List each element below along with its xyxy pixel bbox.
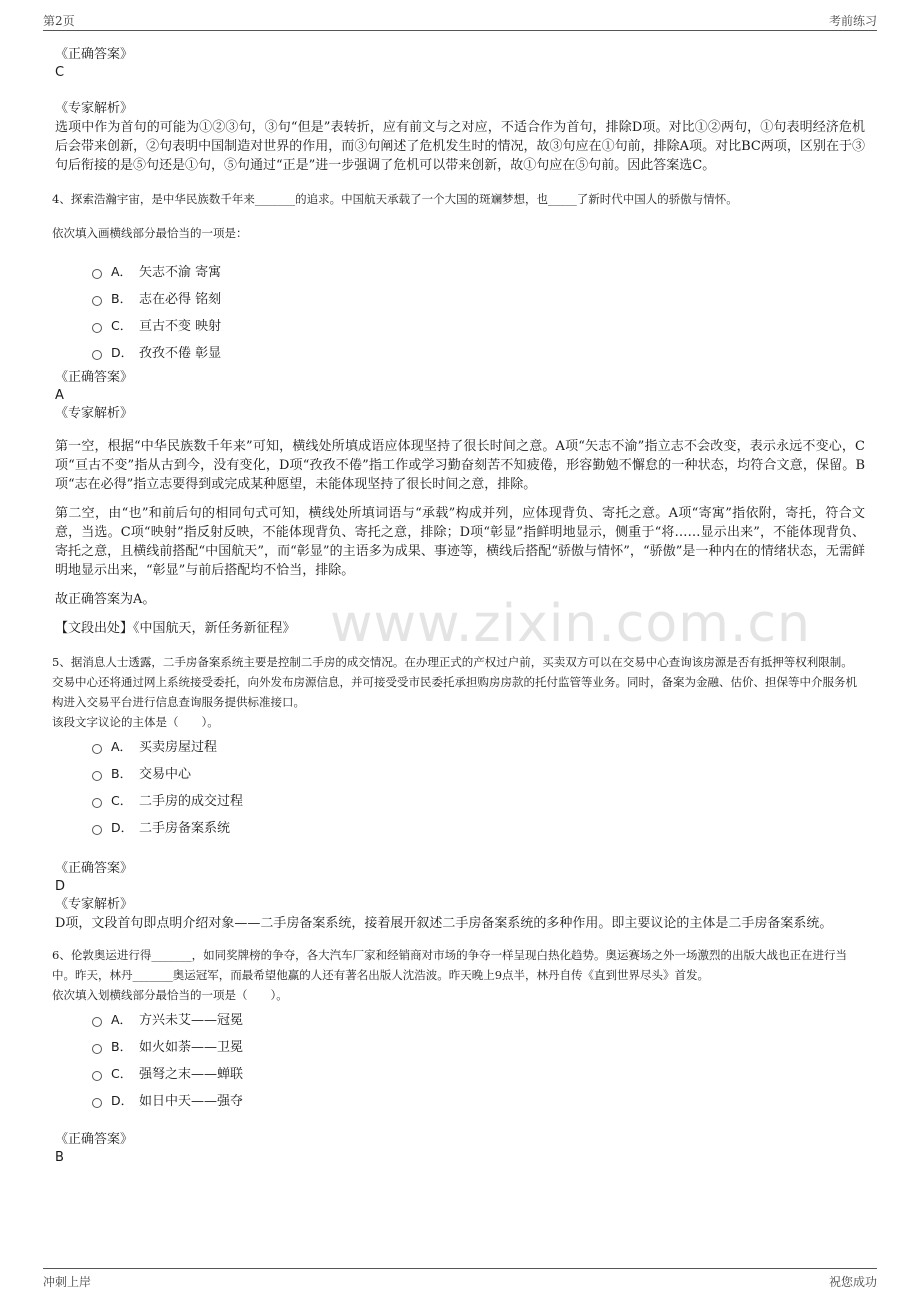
answer-value: A [55,388,64,403]
question-stem: 6、伦敦奥运进行得_______，如同奖牌榜的争夺，各大汽车厂家和经销商对市场的争夺一样呈现白热化趋势。奥运赛场之外一场激烈的出版大战也正在进行当中。昨天，林丹_______奥运冠军，而最希望他赢的人还有著名出版人沈浩波。昨天晚上9点半，林丹自传《直到世界尽头》首发。 [52,948,848,982]
option-letter: D． [111,344,134,360]
option-a[interactable] [92,1005,865,1032]
option-d[interactable] [92,813,865,840]
radio-icon[interactable] [92,1017,102,1027]
question-stem: 4、探索浩瀚宇宙，是中华民族数千年来_______的追求。中国航天承载了一个大国的斑斓梦想，也_____了新时代中国人的骄傲与情怀。 [52,192,738,206]
page-header [43,12,877,31]
option-text: 交易中心 [139,767,192,782]
option-letter: B． [111,290,133,306]
option-c[interactable] [92,1059,865,1086]
analysis-conclusion: 故正确答案为A。 [55,592,156,607]
option-c[interactable] [92,311,865,338]
option-letter: D． [111,1092,134,1108]
analysis-paragraph-2: 第二空，由“也”和前后句的相同句式可知，横线处所填词语与“承载”构成并列，应体现背负、寄托之意。A项“寄寓”指依附，寄托，符合文意，当选。C项“映射”指反射反映，不能体现背负、寄托之意，排除；D项“彰显”指鲜明地显示，侧重于“将……显示出来”，不能体现背负、寄托之意，且横线前搭配“中国航天”，而“彰显”的主语多为成果、事迹等，横线后搭配“骄傲与情怀”，“骄傲”是一种内在的情绪状态，无需鲜明地显示出来，“彰显”与前后搭配均不恰当，排除。 [55,506,865,578]
analysis-label: 《专家解析》 [55,101,134,116]
prev-answer-block [55,46,865,175]
answer-value: B [55,1150,64,1165]
option-letter: C． [111,1065,133,1081]
answer-label: 《正确答案》 [55,47,134,62]
question-prompt: 依次填入画横线部分最恰当的一项是： [52,226,248,240]
option-text: 强弩之末——蝉联 [139,1067,244,1082]
option-text: 亘古不变 映射 [139,319,222,334]
radio-icon[interactable] [92,771,102,781]
watermark: www.zixin.com.cn [330,594,811,654]
radio-icon[interactable] [92,1071,102,1081]
answer-value: C [55,65,65,80]
options-list [92,732,865,840]
option-text: 二手房备案系统 [139,821,231,836]
answer-label: 《正确答案》 [55,861,134,876]
options-list [92,1005,865,1113]
document-content [52,46,865,1167]
option-a[interactable] [92,732,865,759]
option-d[interactable] [92,338,865,365]
footer-right: 祝您成功 [828,1275,877,1289]
radio-icon[interactable] [92,269,102,279]
option-text: 方兴未艾——冠冕 [139,1013,244,1028]
option-text: 买卖房屋过程 [139,740,218,755]
option-letter: B． [111,765,133,781]
radio-icon[interactable] [92,744,102,754]
option-letter: A． [111,1011,133,1027]
options-list [92,257,865,365]
option-text: 孜孜不倦 彰显 [139,346,222,361]
option-b[interactable] [92,284,865,311]
radio-icon[interactable] [92,825,102,835]
analysis-text: 选项中作为首句的可能为①②③句，③句“但是”表转折，应有前文与之对应，不适合作为首句，排除D项。对比①②两句，①句表明经济危机后会带来创新，②句表明中国制造对世界的作用，而③句阐述了危机发生时的情况，故③句应在①句前，排除A项。对比BC两项，区别在于③句后衔接的是⑤句还是①句，⑤句通过“正是”进一步强调了危机可以带来创新，故①句应在⑤句前。因此答案选C。 [55,120,865,173]
radio-icon[interactable] [92,1098,102,1108]
option-text: 志在必得 铭刻 [139,292,222,307]
radio-icon[interactable] [92,350,102,360]
answer-label: 《正确答案》 [55,370,134,385]
answer-value: D [55,879,66,894]
header-title: 考前练习 [828,14,877,28]
option-c[interactable] [92,786,865,813]
option-d[interactable] [92,1086,865,1113]
analysis-text: D项，文段首句即点明介绍对象——二手房备案系统，接着展开叙述二手房备案系统的多种作用。即主要议论的主体是二手房备案系统。 [55,916,833,931]
analysis-label: 《专家解析》 [55,406,134,421]
question-6 [52,945,865,1167]
footer-left: 冲刺上岸 [43,1275,92,1289]
option-letter: B． [111,1038,133,1054]
option-a[interactable] [92,257,865,284]
radio-icon[interactable] [92,1044,102,1054]
option-text: 如火如荼——卫冕 [139,1040,244,1055]
option-text: 二手房的成交过程 [139,794,244,809]
option-letter: C． [111,792,133,808]
analysis-label: 《专家解析》 [55,897,134,912]
question-prompt: 该段文字议论的主体是（ ）。 [52,715,219,729]
option-b[interactable] [92,1032,865,1059]
question-4 [52,189,865,638]
radio-icon[interactable] [92,296,102,306]
option-letter: C． [111,317,133,333]
page-footer [43,1268,877,1293]
option-text: 矢志不渝 寄寓 [139,265,222,280]
radio-icon[interactable] [92,323,102,333]
option-letter: D． [111,819,134,835]
analysis-paragraph-1: 第一空，根据“中华民族数千年来”可知，横线处所填成语应体现坚持了很长时间之意。A项“矢志不渝”指立志不会改变，表示永远不变心，C项“亘古不变”指从古到今，没有变化，D项“孜孜不倦”指工作或学习勤奋刻苦不知疲倦，形容勤勉不懈怠的一种状态，均符合文意，保留。B项“志在必得”指立志要得到或完成某种愿望，未能体现坚持了很长时间之意，排除。 [55,439,865,492]
text-source: 【文段出处】《中国航天，新任务新征程》 [55,621,296,636]
answer-label: 《正确答案》 [55,1132,134,1147]
option-text: 如日中天——强夺 [139,1094,244,1109]
option-b[interactable] [92,759,865,786]
question-stem: 5、据消息人士透露，二手房备案系统主要是控制二手房的成交情况。在办理正式的产权过户前，买卖双方可以在交易中心查询该房源是否有抵押等权利限制。交易中心还将通过网上系统接受委托，向外发布房源信息，并可接受受市民委托承担购房房款的托付监管等业务。同时，备案为金融、估价、担保等中介服务机构进入交易平台进行信息查询服务提供标准接口。 [52,655,857,709]
option-letter: A． [111,263,133,279]
page-number: 第2页 [43,14,75,28]
option-letter: A． [111,738,133,754]
radio-icon[interactable] [92,798,102,808]
question-prompt: 依次填入划横线部分最恰当的一项是（ ）。 [52,988,288,1002]
question-5 [52,652,865,933]
